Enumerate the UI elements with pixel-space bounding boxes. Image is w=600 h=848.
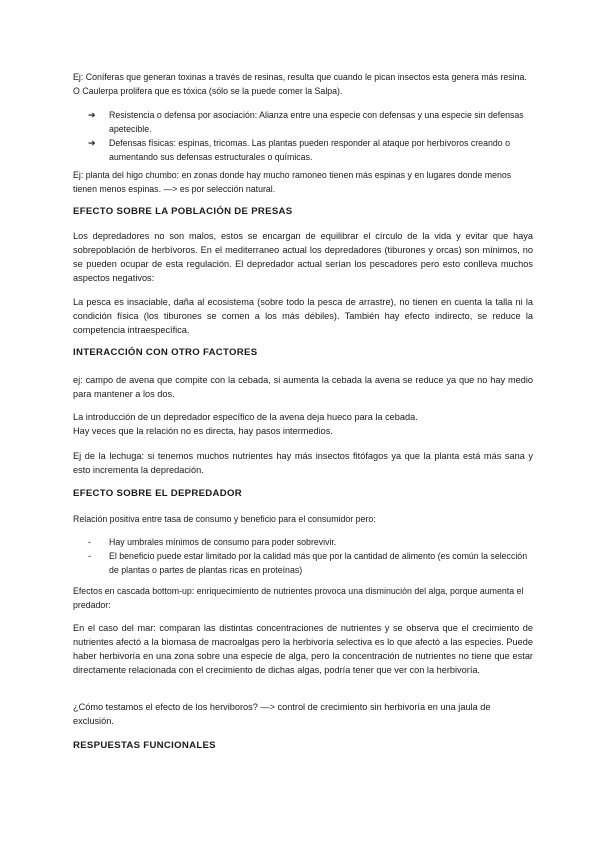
consumption-bullet-list: [88, 535, 533, 577]
paragraph-introduccion: [73, 410, 533, 438]
paragraph-lechuga: Ej de la lechuga: si tenemos muchos nutrientes hay más insectos fitófagos ya que la planta está más sana y esto incrementa la depredación.: [73, 451, 533, 475]
list-item-text: Hay umbrales mínimos de consumo para poder sobrevivir.: [109, 537, 337, 547]
list-item: [88, 136, 533, 164]
paragraph-depredadores: Los depredadores no son malos, estos se encargan de equilibrar el círculo de la vida y evitar que haya sobrepoblación de herbívoros. En el mediterraneo actual los depredadores (tiburones y orcas) son mínimos, no se pueden ocupar de esta regulación. El depredador actual serían los pescadores pero esto conlleva muchos aspectos negativos:: [73, 231, 533, 283]
line-pasos-intermedios: Hay veces que la relación no es directa, hay pasos intermedios.: [73, 426, 333, 436]
list-item: [88, 549, 533, 577]
paragraph-avena: ej: campo de avena que compite con la cebada, si aumenta la cebada la avena se reduce ya que no hay medio para mantener a los dos.: [73, 375, 533, 399]
paragraph-higo-chumbo: Ej: planta del higo chumbo: en zonas donde hay mucho ramoneo tienen más espinas y en lugares donde menos tienen menos espinas. —> es por selección natural.: [73, 170, 512, 194]
paragraph-cascada: Efectos en cascada bottom-up: enriquecimiento de nutrientes provoca una disminución del alga, porque aumenta el predador:: [73, 586, 524, 610]
heading-efecto-depredador: EFECTO SOBRE EL DEPREDADOR: [73, 488, 242, 499]
arrow-bullet-icon: ➔: [88, 110, 96, 120]
list-item-text: Defensas físicas: espinas, tricomas. Las plantas pueden responder al ataque por herbívoros creando o aumentando sus defensas estructurales o químicas.: [109, 138, 510, 162]
list-item-text: Resistencia o defensa por asociación: Alianza entre una especie con defensas y una especie sin defensas apetecible.: [109, 110, 524, 134]
list-item: [88, 535, 533, 549]
paragraph-relacion-positiva: Relación positiva entre tasa de consumo y beneficio para el consumidor pero:: [73, 514, 376, 524]
paragraph-coniferas: Ej: Coníferas que generan toxinas a través de resinas, resulta que cuando le pican insectos esta genera más resina. O Caulerpa prolifera que es tóxica (sólo se la puede comer la Salpa).: [73, 72, 527, 96]
dash-bullet-icon: -: [88, 537, 91, 547]
paragraph-pesca: La pesca es insaciable, daña al ecosistema (sobre todo la pesca de arrastre), no tienen en cuenta la talla ni la condición física (los tiburones se comen a los más débiles). También hay efecto indirecto, se reduce la competencia intraespecífica.: [73, 297, 533, 335]
defense-bullet-list: [88, 108, 533, 164]
heading-efecto-presas: EFECTO SOBRE LA POBLACIÓN DE PRESAS: [73, 206, 293, 217]
dash-bullet-icon: -: [88, 551, 91, 561]
paragraph-caso-mar: En el caso del mar: comparan las distintas concentraciones de nutrientes y se observa que el crecimiento de nutrientes afectó a la biomasa de macroalgas pero la herbivoría selectiva es lo que afectó a las especies. Puede haber herbivoría en una zona sobre una especie de alga, pero la concentración de nutrientes no tiene que estar directamente relacionada con el crecimiento de dichas algas, podría tener que ver con la herbivoría.: [73, 623, 533, 675]
heading-interaccion: INTERACCIÓN CON OTRO FACTORES: [73, 347, 258, 358]
line-introduccion: La introducción de un depredador específico de la avena deja hueco para la cebada.: [73, 412, 418, 422]
list-item: [88, 108, 533, 136]
heading-respuestas: RESPUESTAS FUNCIONALES: [73, 740, 216, 751]
paragraph-testamos: ¿Cómo testamos el efecto de los herviboros? —> control de crecimiento sin herbivoría en una jaula de exclusión.: [73, 702, 491, 726]
arrow-bullet-icon: ➔: [88, 138, 96, 148]
list-item-text: El beneficio puede estar limitado por la calidad más que por la cantidad de alimento (es común la selección de plantas o partes de plantas ricas en proteínas): [109, 551, 528, 575]
